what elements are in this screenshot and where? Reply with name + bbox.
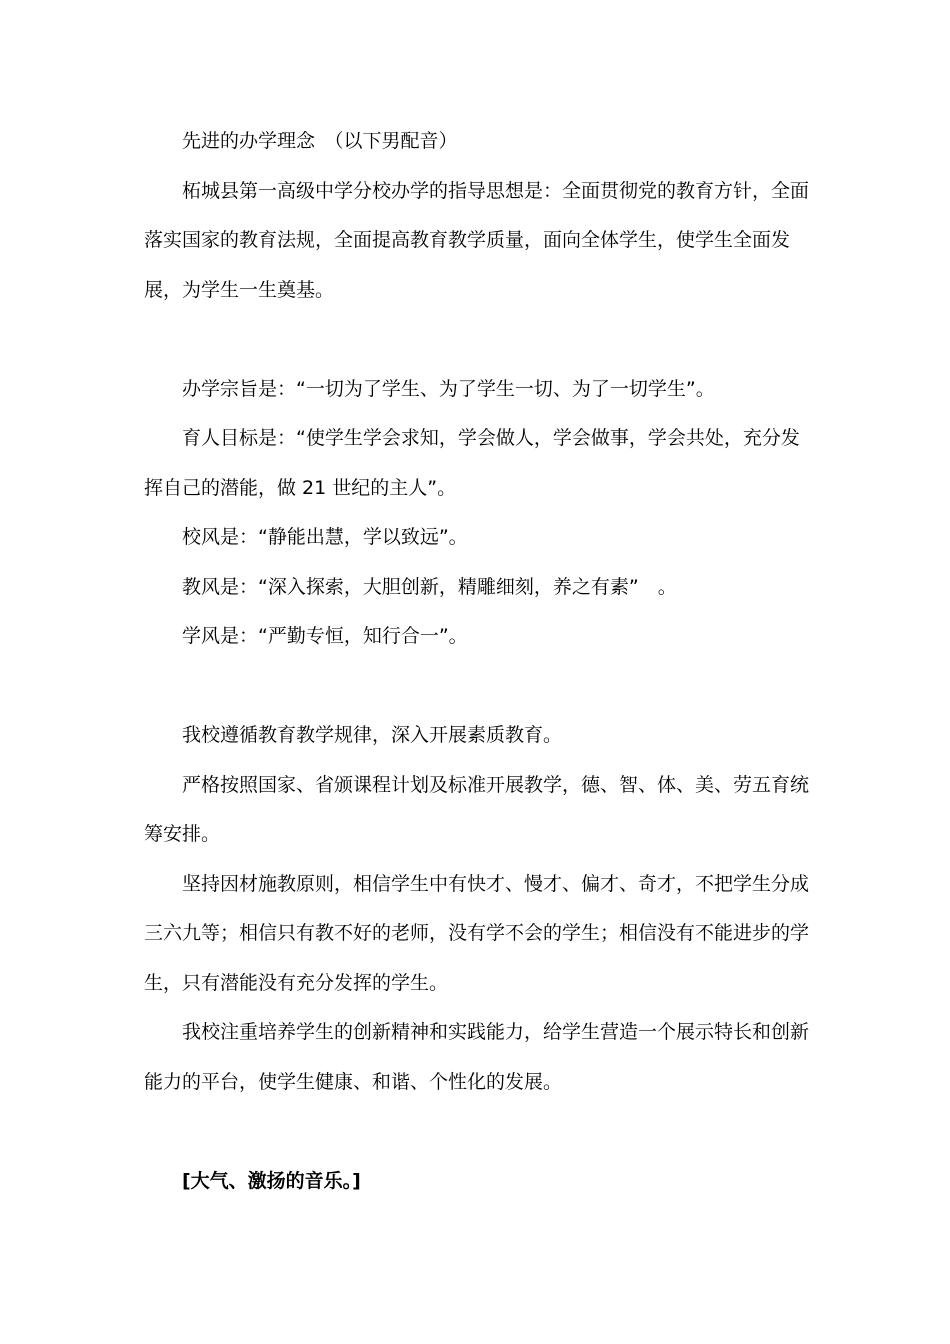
blank-line xyxy=(144,1107,809,1157)
paragraph-curriculum: 严格按照国家、省颁课程计划及标准开展教学，德、智、体、美、劳五育统筹安排。 xyxy=(144,773,810,845)
document-body xyxy=(144,117,809,1206)
paragraph-innovation: 我校注重培养学生的创新精神和实践能力，给学生营造一个展示特长和创新能力的平台，使学生健康、和谐、个性化的发展。 xyxy=(144,1021,810,1093)
paragraph-guiding-thought: 柘城县第一高级中学分校办学的指导思想是：全面贯彻党的教育方针，全面落实国家的教育法规，全面提高教育教学质量，面向全体学生，使学生全面发展，为学生一生奠基。 xyxy=(144,179,810,301)
paragraph-study-style: 学风是：“严勤专恒，知行合一”。 xyxy=(182,625,468,647)
stage-direction-music: [大气、激扬的音乐。] xyxy=(182,1169,361,1192)
paragraph-individualized-teaching: 坚持因材施教原则，相信学生中有快才、慢才、偏才、奇才，不把学生分成三六九等；相信只有教不好的老师，没有学不会的学生；相信没有不能进步的学生，只有潜能没有充分发挥的学生。 xyxy=(144,872,810,994)
paragraph-education-goal: 育人目标是：“使学生学会求知，学会做人，学会做事，学会共处，充分发挥自己的潜能，做 21 世纪的主人”。 xyxy=(144,427,800,499)
blank-line xyxy=(144,662,809,712)
paragraph-teaching-style: 教风是：“深入探索，大胆创新，精雕细刻，养之有素” 。 xyxy=(182,575,677,598)
blank-line xyxy=(144,315,809,365)
paragraph-school-spirit: 校风是：“静能出慧，学以致远”。 xyxy=(182,526,468,548)
section-heading-philosophy: 先进的办学理念 （以下男配音） xyxy=(182,130,458,152)
paragraph-quality-education: 我校遵循教育教学规律，深入开展素质教育。 xyxy=(182,724,563,746)
paragraph-purpose: 办学宗旨是：“一切为了学生、为了学生一切、为了一切学生”。 xyxy=(182,377,715,400)
